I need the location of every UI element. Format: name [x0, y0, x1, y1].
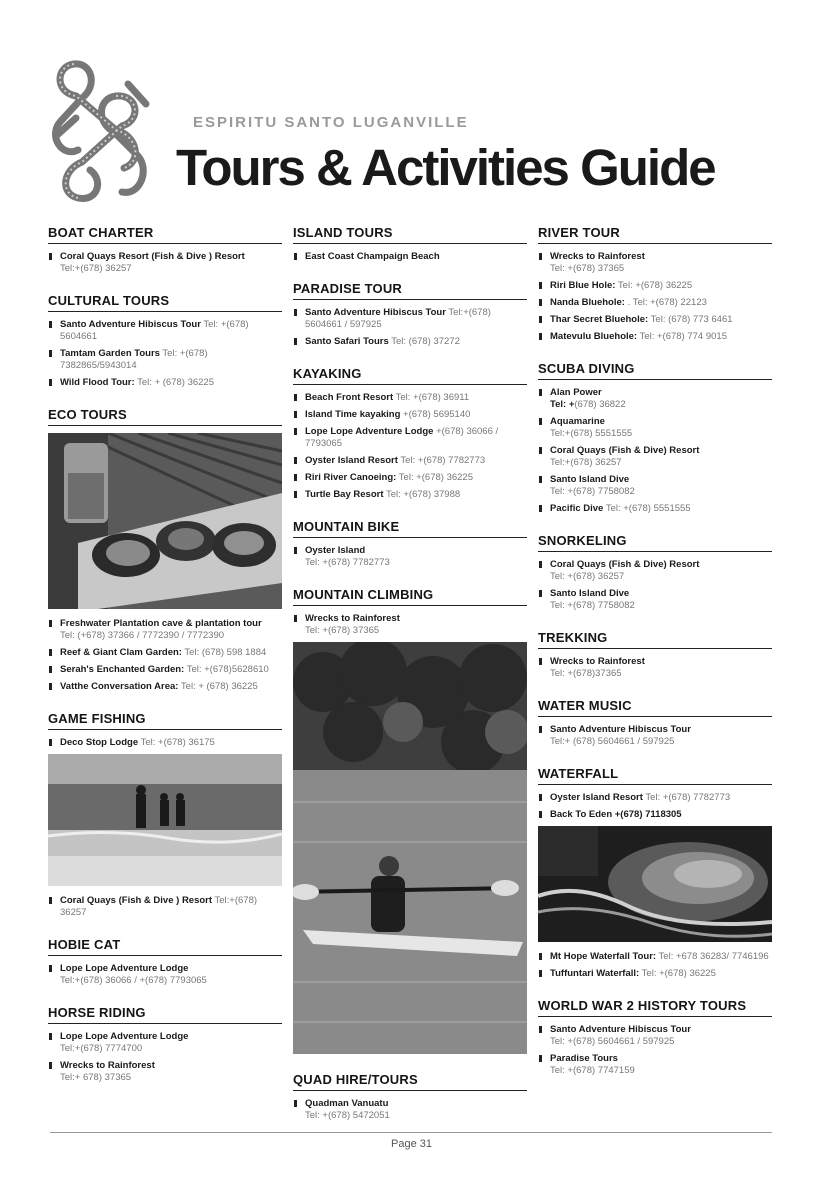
list-item [538, 1024, 772, 1048]
entry-phone: (678) 36822 [574, 399, 626, 410]
list-item [293, 307, 527, 331]
divers-beach-photo [48, 754, 282, 886]
entry-name: Thar Secret Bluehole: [550, 314, 649, 325]
entry-phone: Tel: (+678) 37366 / 7772390 / 7772390 [60, 630, 225, 641]
entry-phone: Tel: +(678) 36225 [398, 472, 474, 483]
column-1 [48, 225, 282, 1102]
list-item [293, 336, 527, 348]
list-item [538, 588, 772, 612]
section-heading: HOBIE CAT [48, 937, 282, 956]
section-mountain-climbing [293, 587, 527, 1054]
section-hobie-cat [48, 937, 282, 987]
section-heading: SCUBA DIVING [538, 361, 772, 380]
entry-phone: Tel: +(678) 7758082 [550, 600, 635, 611]
section-quad-hire [293, 1072, 527, 1122]
entry-phone: Tel: +(678) 7782773 [400, 455, 486, 466]
entry-name: Reef & Giant Clam Garden: [60, 647, 182, 658]
section-paradise-tour [293, 281, 527, 348]
column-3 [538, 225, 772, 1095]
entry-phone: Tel: +(678) 7782773 [305, 557, 390, 568]
list-item [538, 951, 772, 963]
entry-phone: Tel: +(678) 36225 [641, 968, 716, 979]
column-2 [293, 225, 527, 1140]
entry-phone: Tel:+(678) 36066 / +(678) 7793065 [60, 975, 207, 986]
entry-name: Wrecks to Rainforest [60, 1060, 155, 1071]
list-item [538, 445, 772, 469]
entry-phone-prefix: Tel: + [550, 399, 575, 410]
list-item [48, 251, 282, 275]
entry-name: Quadman Vanuatu [305, 1098, 389, 1109]
entry-phone: Tel: +(678) 37365 [305, 625, 380, 636]
entry-name: Serah's Enchanted Garden: [60, 664, 185, 675]
entry-phone: Tel: + (678) 36225 [137, 377, 214, 388]
list-item [293, 613, 527, 637]
entry-name: Island Time kayaking [305, 409, 401, 420]
entry-phone: Tel:+(678) 36257 [550, 457, 622, 468]
entry-name: Wrecks to Rainforest [305, 613, 400, 624]
list-item [48, 664, 282, 676]
list-item [293, 489, 527, 501]
section-river-tour [538, 225, 772, 343]
page-number: Page 31 [391, 1138, 432, 1150]
entry-name: Turtle Bay Resort [305, 489, 384, 500]
entry-name: Santo Adventure Hibiscus Tour [550, 724, 691, 735]
list-item [538, 314, 772, 326]
entry-name: Beach Front Resort [305, 392, 394, 403]
entry-name: Pacific Dive [550, 503, 604, 514]
section-waterfall [538, 766, 772, 980]
section-heading: ISLAND TOURS [293, 225, 527, 244]
section-eco-tours [48, 407, 282, 693]
list-item [293, 545, 527, 569]
entry-name: Wild Flood Tour: [60, 377, 135, 388]
list-item [538, 724, 772, 748]
section-scuba-diving [538, 361, 772, 515]
section-boat-charter [48, 225, 282, 275]
entry-phone: Tel: +(678) 5472051 [305, 1110, 390, 1121]
entry-name: Santo Adventure Hibiscus Tour [60, 319, 201, 330]
list-item [48, 895, 282, 919]
section-heading: CULTURAL TOURS [48, 293, 282, 312]
entry-phone: . Tel: +(678) 22123 [627, 297, 707, 308]
entry-phone: Tel:+(678) 5551555 [550, 428, 633, 439]
entry-phone: Tel: +(678) 37365 [550, 263, 625, 274]
entry-name: Santo Island Dive [550, 588, 630, 599]
list-item [538, 792, 772, 804]
section-heading: GAME FISHING [48, 711, 282, 730]
list-item [538, 474, 772, 498]
entry-phone: Tel: +(678) 36175 [140, 737, 215, 748]
list-item [538, 387, 772, 411]
waterfall-photo [538, 826, 772, 942]
page-title: Tours & Activities Guide [176, 139, 715, 196]
list-item [538, 559, 772, 583]
entry-phone: Tel: +678 36283/ 7746196 [658, 951, 769, 962]
list-item [538, 331, 772, 343]
supertitle: ESPIRITU SANTO LUGANVILLE [193, 114, 469, 131]
section-heading: ECO TOURS [48, 407, 282, 426]
list-item [293, 409, 527, 421]
section-heading: WORLD WAR 2 HISTORY TOURS [538, 998, 772, 1017]
entry-name: Paradise Tours [550, 1053, 618, 1064]
entry-phone: Tel: +(678) 36911 [395, 392, 470, 403]
list-item [293, 1098, 527, 1122]
oysters-photo [48, 433, 282, 609]
entry-phone: Tel: (678) 598 1884 [184, 647, 267, 658]
list-item [48, 348, 282, 372]
entry-phone: Tel: +(678) 7747159 [550, 1065, 635, 1076]
entry-name: East Coast Champaign Beach [305, 251, 440, 262]
entry-phone: Tel: +(678) 36257 [550, 571, 625, 582]
entry-phone: Tel: +(678) 36225 [617, 280, 693, 291]
entry-name: Wrecks to Rainforest [550, 251, 645, 262]
list-item [538, 503, 772, 515]
list-item [48, 647, 282, 659]
entry-name: Vatthe Conversation Area: [60, 681, 179, 692]
list-item [538, 280, 772, 292]
entry-name: Santo Island Dive [550, 474, 630, 485]
list-item [48, 377, 282, 389]
entry-phone: Tel: + (678) 36225 [180, 681, 258, 692]
list-item [293, 472, 527, 484]
entry-name: Back To Eden +(678) 7118305 [550, 809, 682, 820]
entry-phone: Tel:+(678) 5604661 / 597925 [305, 307, 491, 330]
section-heading: SNORKELING [538, 533, 772, 552]
entry-phone: Tel:+ (678) 5604661 / 597925 [550, 736, 675, 747]
entry-phone: Tel:+(678) 36257 [60, 895, 258, 918]
entry-phone: Tel: +(678) 37988 [385, 489, 461, 500]
entry-name: Matevulu Bluehole: [550, 331, 638, 342]
entry-phone: Tel:+ 678) 37365 [60, 1072, 132, 1083]
list-item [48, 1060, 282, 1084]
entry-name: Lope Lope Adventure Lodge [60, 1031, 189, 1042]
list-item [538, 251, 772, 275]
section-heading: WATERFALL [538, 766, 772, 785]
entry-name: Oyster Island [305, 545, 366, 556]
section-water-music [538, 698, 772, 748]
entry-phone: +(678) 5695140 [403, 409, 471, 420]
entry-name: Santo Safari Tours [305, 336, 389, 347]
entry-name: Tamtam Garden Tours [60, 348, 160, 359]
entry-phone: Tel: (678) 37272 [391, 336, 460, 347]
section-game-fishing [48, 711, 282, 919]
section-heading: KAYAKING [293, 366, 527, 385]
section-heading: TREKKING [538, 630, 772, 649]
entry-name: Santo Adventure Hibiscus Tour [305, 307, 446, 318]
entry-name: Oyster Island Resort [550, 792, 643, 803]
list-item [48, 319, 282, 343]
section-heading: WATER MUSIC [538, 698, 772, 717]
entry-phone: +(678) 36066 / 7793065 [305, 426, 499, 449]
list-item [48, 618, 282, 642]
entry-phone: Tel:+(678) 36257 [60, 263, 132, 274]
entry-name: Santo Adventure Hibiscus Tour [550, 1024, 691, 1035]
list-item [538, 968, 772, 980]
section-heading: HORSE RIDING [48, 1005, 282, 1024]
list-item [538, 416, 772, 440]
entry-phone: Tel: +(678)5628610 [186, 664, 269, 675]
section-kayaking [293, 366, 527, 501]
entry-name: Freshwater Plantation cave & plantation tour [60, 618, 262, 629]
list-item [293, 392, 527, 404]
kayaker-river-photo [293, 642, 527, 1054]
entry-phone: Tel: +(678)37365 [550, 668, 622, 679]
entry-phone: Tel: +(678) 5551555 [605, 503, 691, 514]
entry-phone: Tel: +(678) 5604661 [60, 319, 249, 342]
entry-name: Oyster Island Resort [305, 455, 398, 466]
section-heading: BOAT CHARTER [48, 225, 282, 244]
section-mountain-bike [293, 519, 527, 569]
entry-phone: Tel: (678) 773 6461 [650, 314, 733, 325]
knot-logo [46, 52, 158, 210]
entry-name: Lope Lope Adventure Lodge [305, 426, 434, 437]
entry-name: Coral Quays Resort (Fish & Dive ) Resort [60, 251, 245, 262]
list-item [48, 737, 282, 749]
list-item [538, 656, 772, 680]
section-horse-riding [48, 1005, 282, 1084]
entry-phone: Tel:+(678) 7774700 [60, 1043, 143, 1054]
entry-name: Deco Stop Lodge [60, 737, 139, 748]
section-heading: MOUNTAIN CLIMBING [293, 587, 527, 606]
list-item [48, 963, 282, 987]
entry-name: Aquamarine [550, 416, 605, 427]
list-item [538, 809, 772, 821]
entry-phone: Tel: +(678) 7382865/5943014 [60, 348, 208, 371]
entry-name: Riri Blue Hole: [550, 280, 616, 291]
section-ww2-history-tours [538, 998, 772, 1077]
section-snorkeling [538, 533, 772, 612]
entry-name: Tuffuntari Waterfall: [550, 968, 640, 979]
entry-name: Lope Lope Adventure Lodge [60, 963, 189, 974]
list-item [538, 297, 772, 309]
entry-name: Wrecks to Rainforest [550, 656, 645, 667]
entry-name: Alan Power [550, 387, 602, 398]
entry-name: Mt Hope Waterfall Tour: [550, 951, 657, 962]
list-item [293, 426, 527, 450]
entry-name: Coral Quays (Fish & Dive) Resort [550, 445, 700, 456]
section-heading: PARADISE TOUR [293, 281, 527, 300]
list-item [293, 455, 527, 467]
section-heading: QUAD HIRE/TOURS [293, 1072, 527, 1091]
list-item [48, 1031, 282, 1055]
section-heading: RIVER TOUR [538, 225, 772, 244]
section-heading: MOUNTAIN BIKE [293, 519, 527, 538]
entry-name: Riri River Canoeing: [305, 472, 397, 483]
entry-phone: Tel: +(678) 5604661 / 597925 [550, 1036, 675, 1047]
list-item [293, 251, 527, 263]
entry-phone: Tel: +(678) 7782773 [645, 792, 731, 803]
section-trekking [538, 630, 772, 680]
list-item [48, 681, 282, 693]
list-item [538, 1053, 772, 1077]
entry-name: Coral Quays (Fish & Dive ) Resort [60, 895, 213, 906]
entry-name: Nanda Bluehole: [550, 297, 625, 308]
entry-phone: Tel: +(678) 774 9015 [639, 331, 727, 342]
entry-phone: Tel: +(678) 7758082 [550, 486, 635, 497]
section-cultural-tours [48, 293, 282, 389]
entry-name: Coral Quays (Fish & Dive) Resort [550, 559, 700, 570]
section-island-tours [293, 225, 527, 263]
footer-divider [50, 1132, 772, 1133]
